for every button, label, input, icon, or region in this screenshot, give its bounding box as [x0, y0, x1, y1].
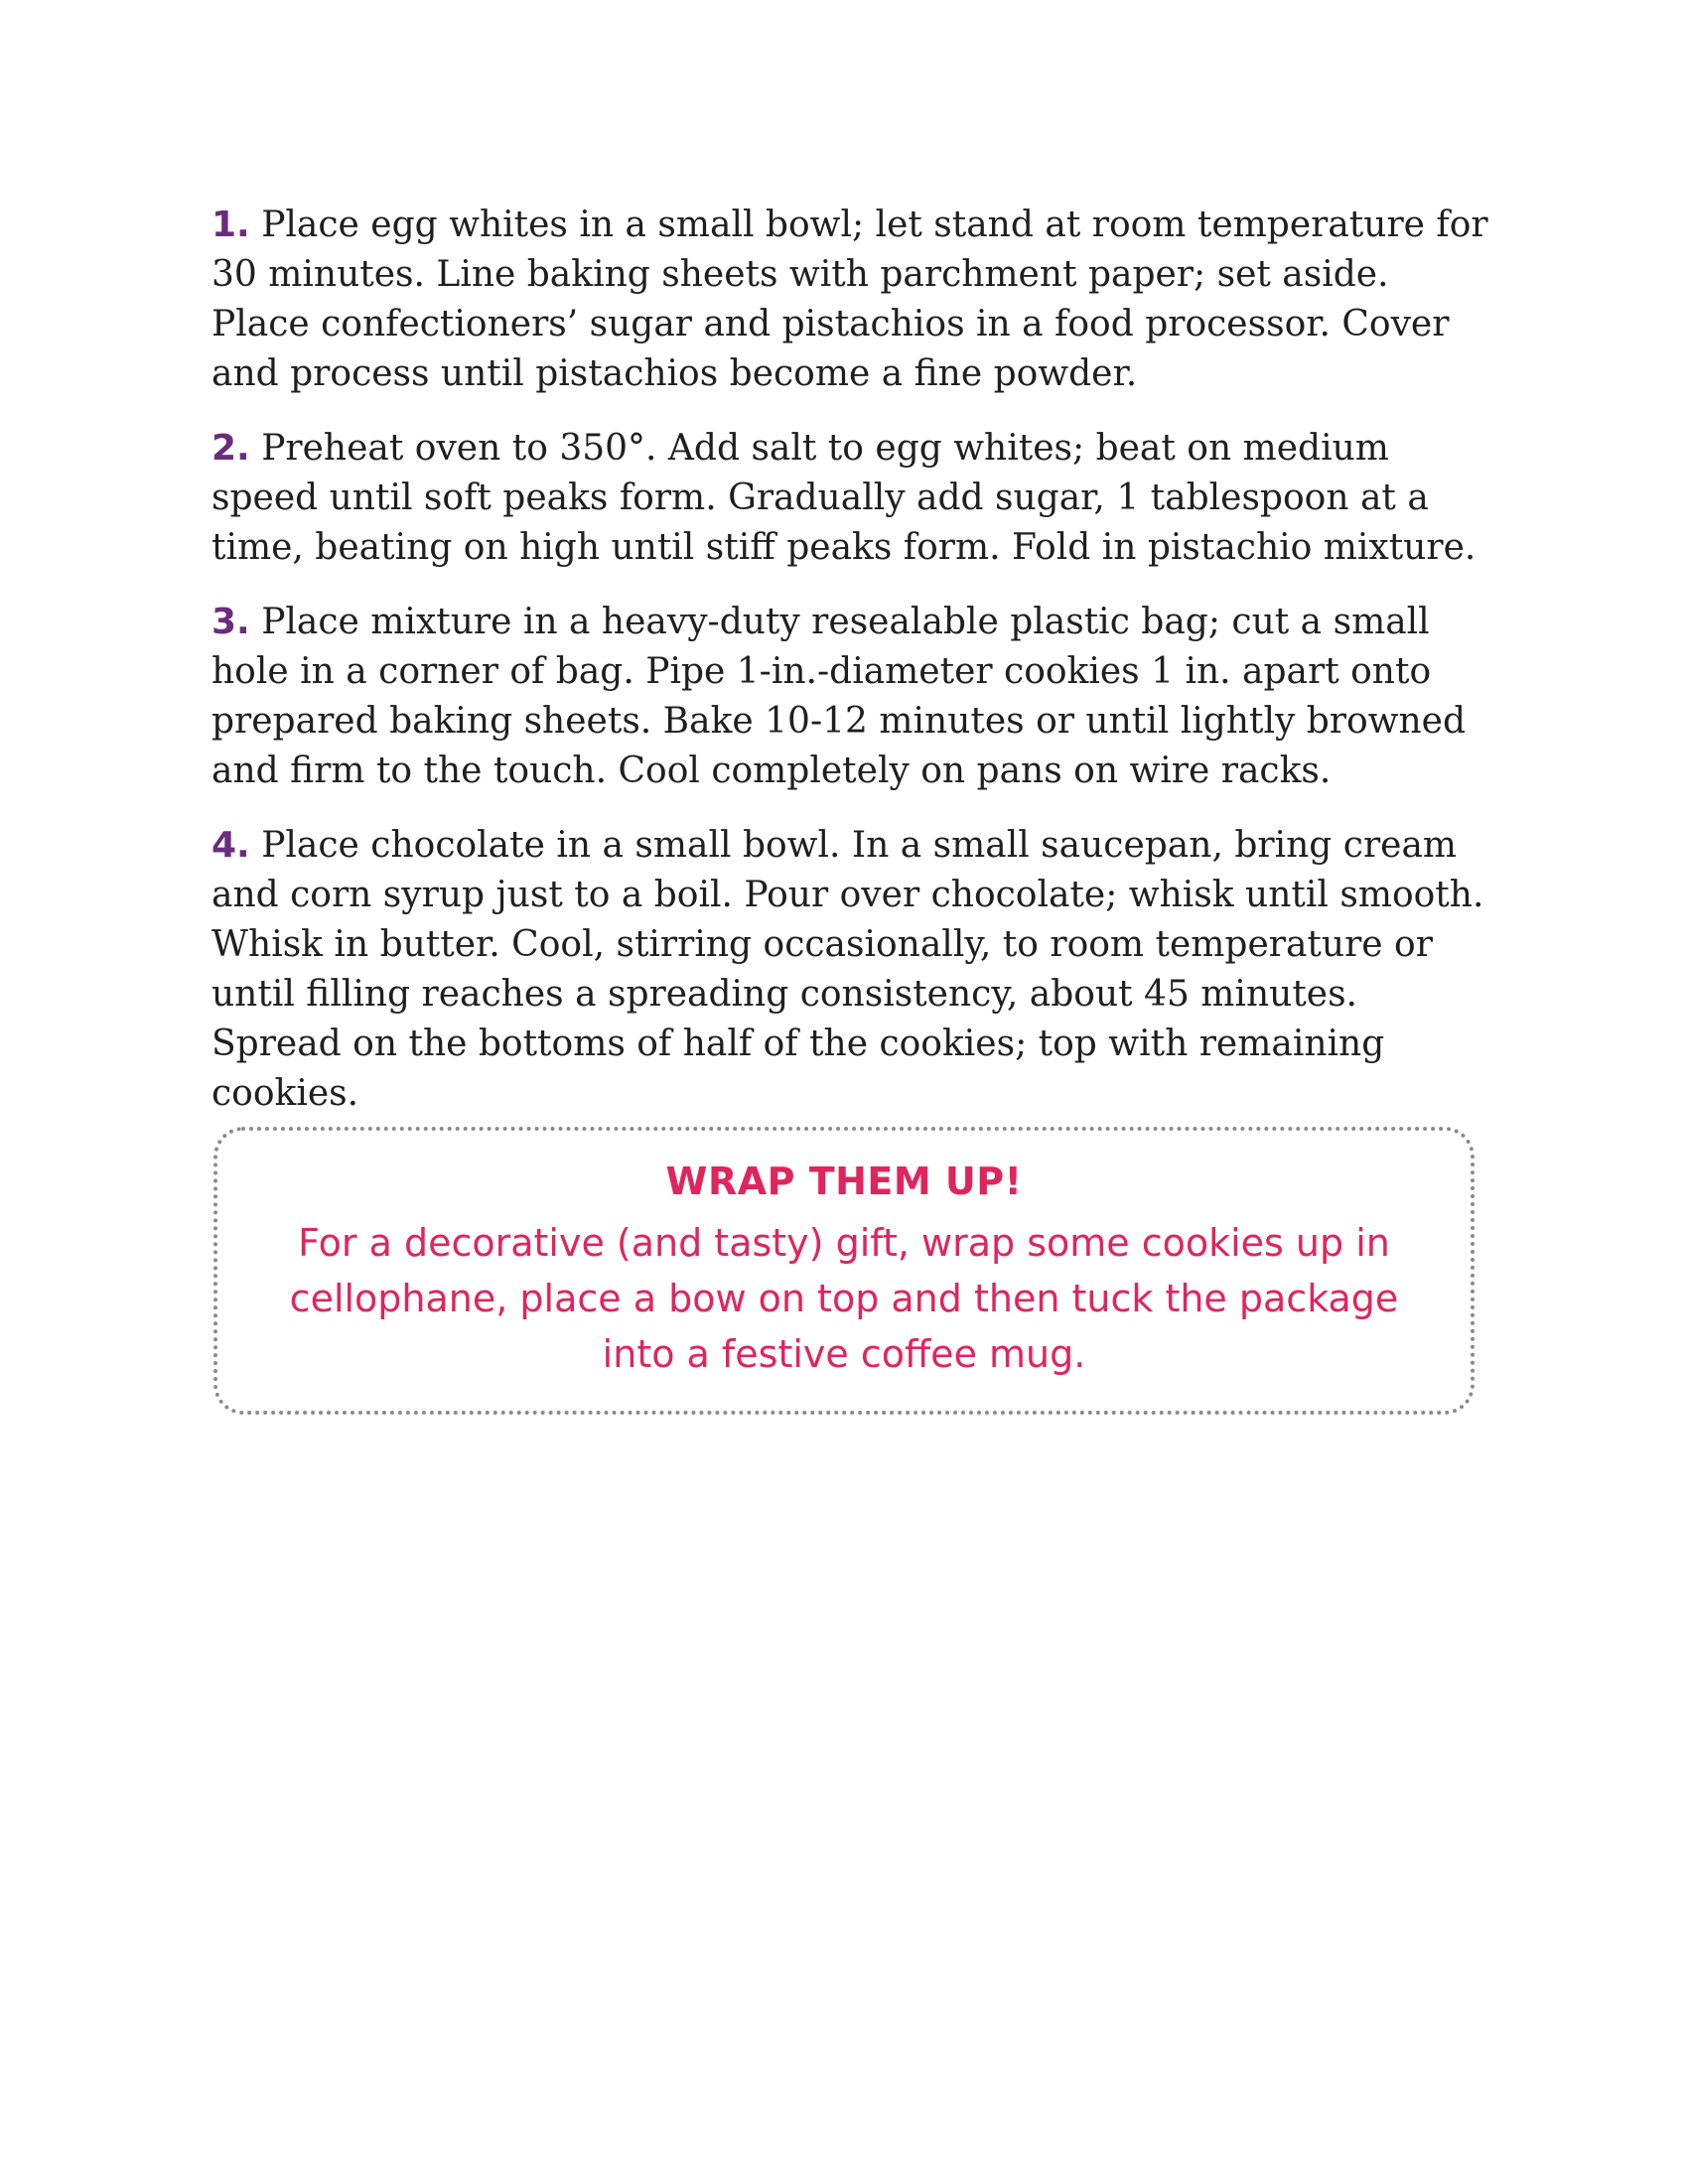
- tip-box: [213, 1127, 1475, 1415]
- step-number: 3.: [211, 602, 250, 642]
- step-text: Place mixture in a heavy-duty resealable plastic bag; cut a small hole in a corner of bag. Pipe 1-in.-diameter cookies 1 in. apart onto prepared baking sheets. Bake 10-12 minutes or until lightly browned and firm to the touch. Cool completely on pans on wire racks.: [211, 602, 1467, 791]
- step-text: Place chocolate in a small bowl. In a small saucepan, bring cream and corn syrup just to a boil. Pour over chocolate; whisk until smooth. Whisk in butter. Cool, stirring occasionally, to room temperature or until filling reaches a spreading consistency, about 45 minutes. Spread on the bottoms of half of the cookies; top with remaining cookies.: [211, 825, 1484, 1114]
- step-3: [211, 598, 1492, 796]
- tip-title: WRAP THEM UP!: [665, 1160, 1023, 1203]
- tip-text: For a decorative (and tasty) gift, wrap some cookies up in cellophane, place a bow on top and then tuck the package into a festive coffee mug.: [289, 1221, 1399, 1376]
- step-text: Preheat oven to 350°. Add salt to egg whites; beat on medium speed until soft peaks form. Gradually add sugar, 1 tablespoon at a time, beating on high until stiff peaks form. Fold in pistachio mixture.: [211, 428, 1477, 568]
- step-4: [211, 821, 1492, 1119]
- step-text: Place egg whites in a small bowl; let stand at room temperature for 30 minutes. Line baking sheets with parchment paper; set aside. Place confectioners’ sugar and pistachios in a food processor. Cover and process until pistachios become a fine powder.: [211, 205, 1488, 394]
- directions-list: [211, 201, 1492, 1144]
- step-number: 2.: [211, 428, 250, 469]
- step-2: [211, 424, 1492, 573]
- step-1: [211, 201, 1492, 399]
- step-number: 4.: [211, 825, 250, 866]
- step-number: 1.: [211, 205, 250, 245]
